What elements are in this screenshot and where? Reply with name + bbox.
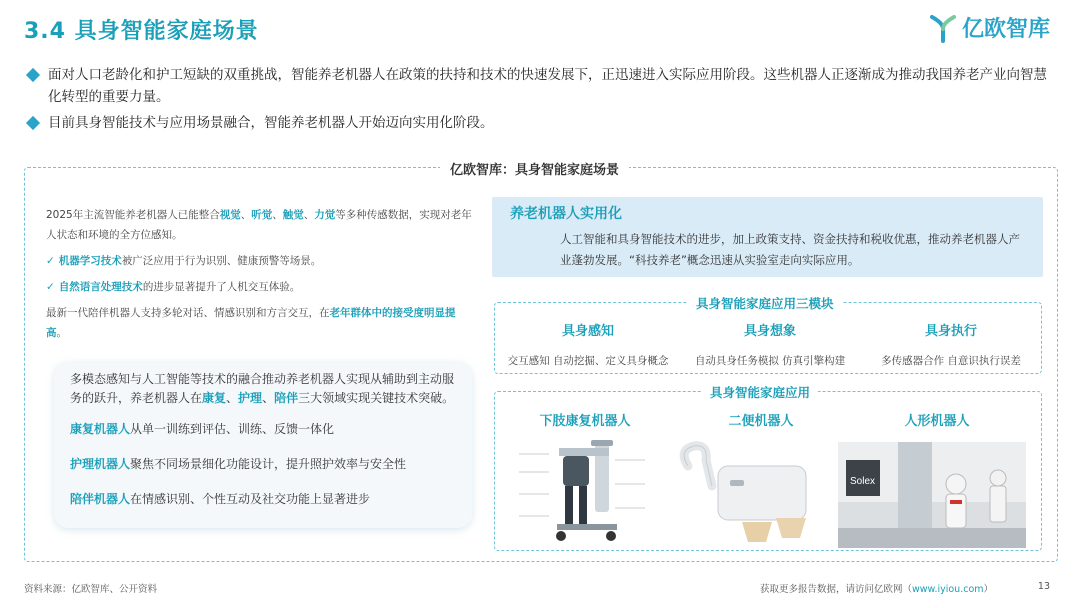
module-imagination: 具身想象 自动具身任务模拟 仿真引擎构建 bbox=[694, 324, 846, 367]
bullet-item bbox=[26, 112, 1056, 134]
check-item-nlp: ✓ 自然语言处理技术的进步显著提升了人机交互体验。 bbox=[46, 281, 301, 293]
humanoid-robot-image bbox=[838, 442, 1026, 548]
practical-body: 人工智能和具身智能技术的进步，加上政策支持、资金扶持和税收优惠，推动养老机器人产业蓬勃发展。“科技养老”概念迅速从实验室走向实际应用。 bbox=[560, 232, 1020, 267]
page-title: 3.4 具身智能家庭场景 bbox=[24, 19, 259, 44]
app-title-toilet: 二便机器人 bbox=[728, 414, 794, 429]
page-number: 13 bbox=[1037, 581, 1050, 592]
left-text-column bbox=[46, 205, 476, 349]
bullet-text: 目前具身智能技术与应用场景融合，智能养老机器人开始迈向实用化阶段。 bbox=[48, 115, 494, 131]
logo-mark-icon bbox=[928, 13, 958, 43]
practical-title: 养老机器人实用化 bbox=[510, 206, 622, 222]
apps-label: 具身智能家庭应用 bbox=[702, 383, 818, 401]
source-note: 资料来源：亿欧智库、公开资料 bbox=[24, 584, 158, 595]
brand-sign-text: Solex bbox=[850, 476, 876, 487]
iyiou-link[interactable]: www.iyiou.com bbox=[912, 584, 984, 595]
card-row-care: 护理机器人聚焦不同场景细化功能设计，提升照护效率与安全性 bbox=[70, 457, 407, 471]
diamond-bullet-icon bbox=[26, 116, 40, 130]
sensing-paragraph: 2025年主流智能养老机器人已能整合视觉、听觉、触觉、力觉等多种传感数据，实现对老年人状态和环境的全方位感知。 bbox=[46, 209, 472, 241]
card-row-companion: 陪伴机器人在情感识别、个性互动及社交功能上显著进步 bbox=[70, 492, 371, 506]
bullet-item bbox=[26, 64, 1056, 108]
main-frame-label: 亿欧智库：具身智能家庭场景 bbox=[440, 159, 629, 178]
check-icon: ✓ bbox=[46, 255, 55, 267]
card-row-rehab: 康复机器人从单一训练到评估、训练、反馈一体化 bbox=[70, 422, 335, 436]
intro-bullets bbox=[26, 64, 1056, 138]
app-title-rehab: 下肢康复机器人 bbox=[539, 414, 631, 429]
toilet-robot-image bbox=[672, 440, 832, 546]
module-execution: 具身执行 多传感器合作 自意识执行误差 bbox=[881, 324, 1021, 367]
check-icon: ✓ bbox=[46, 281, 55, 293]
logo-text: 亿欧智库 bbox=[961, 17, 1050, 42]
tech-breakthrough-card bbox=[54, 362, 472, 528]
companion-paragraph: 最新一代陪伴机器人支持多轮对话、情感识别和方言交互，在老年群体中的接受度明显提高。 bbox=[46, 307, 456, 339]
card-intro: 多模态感知与人工智能等技术的融合推动养老机器人实现从辅助到主动服务的跃升，养老机器人在康复、护理、陪伴三大领域实现关键技术突破。 bbox=[70, 372, 455, 405]
modules-label: 具身智能家庭应用三模块 bbox=[688, 294, 842, 312]
practical-panel bbox=[492, 197, 1043, 277]
check-item-ml: ✓ 机器学习技术被广泛应用于行为识别、健康预警等场景。 bbox=[46, 255, 322, 267]
footer-more-info: 获取更多报告数据，请访问亿欧网（www.iyiou.com） bbox=[760, 584, 994, 595]
diamond-bullet-icon bbox=[26, 68, 40, 82]
brand-logo bbox=[928, 12, 1050, 43]
bullet-text: 面对人口老龄化和护工短缺的双重挑战，智能养老机器人在政策的扶持和技术的快速发展下，正迅速进入实际应用阶段。这些机器人正逐渐成为推动我国养老产业向智慧化转型的重要力量。 bbox=[48, 67, 1047, 105]
rehab-robot-image bbox=[505, 438, 665, 546]
app-title-humanoid: 人形机器人 bbox=[904, 414, 970, 429]
module-perception: 具身感知 交互感知 自动挖掘、定义具身概念 bbox=[507, 324, 669, 367]
